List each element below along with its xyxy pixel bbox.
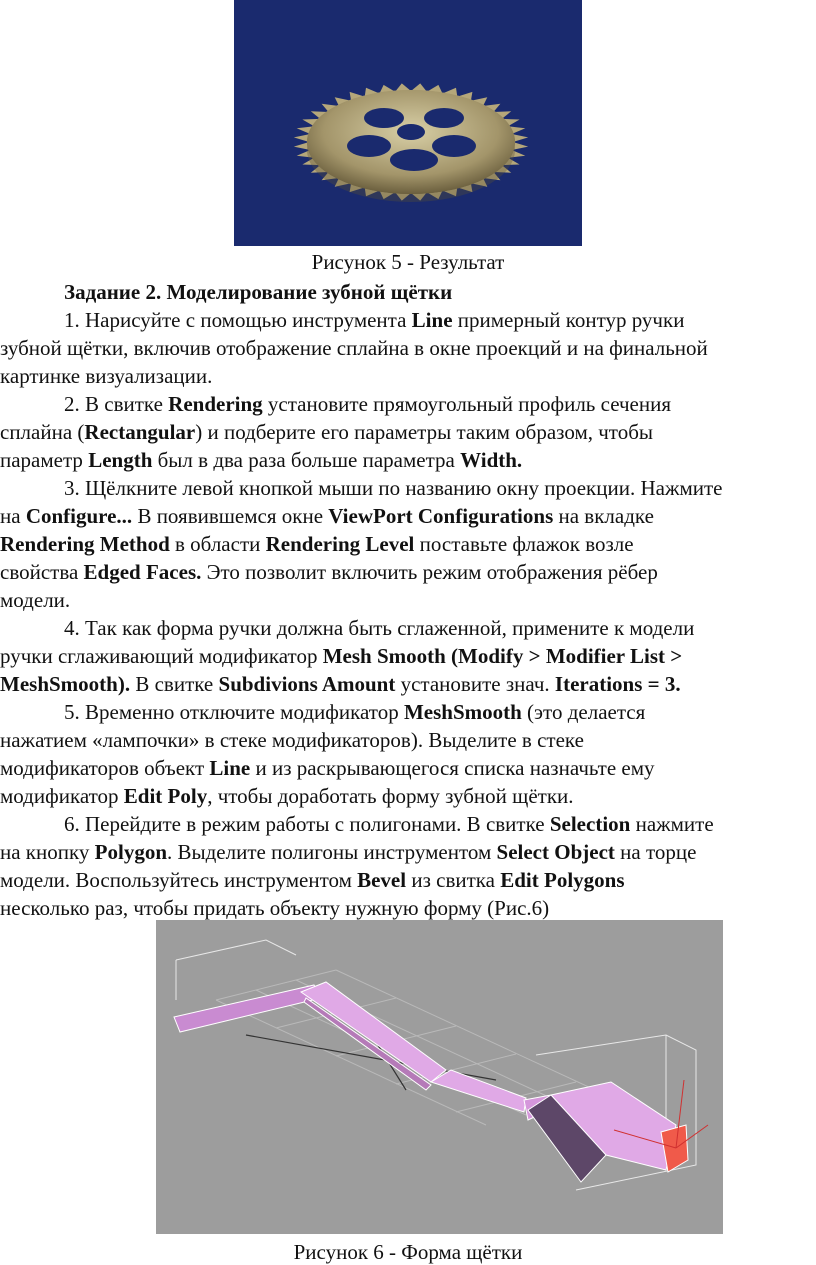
figure5-caption: Рисунок 5 - Результат <box>311 250 505 274</box>
text-line: ручки сглаживающий модификатор Mesh Smooth (Modify > Modifier List > <box>0 644 683 668</box>
paragraph-6 <box>0 810 816 922</box>
paragraph-4 <box>0 614 816 698</box>
text-line: сплайна (Rectangular) и подберите его параметры таким образом, чтобы <box>0 420 653 444</box>
text-line: Rendering Method в области Rendering Level поставьте флажок возле <box>0 532 634 556</box>
gear-hole <box>390 149 438 171</box>
text-line: модификаторов объект Line и из раскрывающегося списка назначьте ему <box>0 756 655 780</box>
text-line: 6. Перейдите в режим работы с полигонами. В свитке Selection нажмите <box>64 812 714 836</box>
gear-hole <box>424 108 464 128</box>
gear-hole <box>397 124 425 140</box>
gear-hole <box>347 135 391 157</box>
text-line: модели. <box>0 588 71 612</box>
gear-hole <box>432 135 476 157</box>
task2-heading: Задание 2. Моделирование зубной щётки <box>64 280 453 304</box>
text-line: 4. Так как форма ручки должна быть сглаженной, примените к модели <box>64 616 695 640</box>
paragraph-2 <box>0 390 816 474</box>
paragraph-3 <box>0 474 816 614</box>
gear-illustration <box>234 0 582 246</box>
text-line: параметр Length был в два раза больше параметра Width. <box>0 448 523 472</box>
toothbrush-mesh-illustration <box>156 920 723 1234</box>
text-line: на кнопку Polygon. Выделите полигоны инструментом Select Object на торце <box>0 840 697 864</box>
text-line: несколько раз, чтобы придать объекту нужную форму (Рис.6) <box>0 896 550 920</box>
text-line: модификатор Edit Poly, чтобы доработать форму зубной щётки. <box>0 784 574 808</box>
text-line: нажатием «лампочки» в стеке модификаторов). Выделите в стеке <box>0 728 584 752</box>
text-line: зубной щётки, включив отображение сплайна в окне проекций и на финальной <box>0 336 708 360</box>
text-line: MeshSmooth). В свитке Subdivions Amount установите знач. Iterations = 3. <box>0 672 681 696</box>
gear-render-image <box>234 0 582 246</box>
text-line: свойства Edged Faces. Это позволит включить режим отображения рёбер <box>0 560 658 584</box>
text-line: 3. Щёлкните левой кнопкой мыши по названию окну проекции. Нажмите <box>64 476 723 500</box>
text-line: модели. Воспользуйтесь инструментом Bevel из свитка Edit Polygons <box>0 868 625 892</box>
text-line: 2. В свитке Rendering установите прямоугольный профиль сечения <box>64 392 672 416</box>
text-line: 1. Нарисуйте с помощью инструмента Line примерный контур ручки <box>64 308 685 332</box>
text-line: 5. Временно отключите модификатор MeshSmooth (это делается <box>64 700 646 724</box>
paragraph-1 <box>0 306 816 390</box>
figure6-caption: Рисунок 6 - Форма щётки <box>293 1240 523 1264</box>
gear-hole <box>364 108 404 128</box>
paragraph-5 <box>0 698 816 810</box>
text-line: картинке визуализации. <box>0 364 213 388</box>
toothbrush-viewport-image <box>156 920 723 1234</box>
text-line: на Configure... В появившемся окне ViewPort Configurations на вкладке <box>0 504 654 528</box>
